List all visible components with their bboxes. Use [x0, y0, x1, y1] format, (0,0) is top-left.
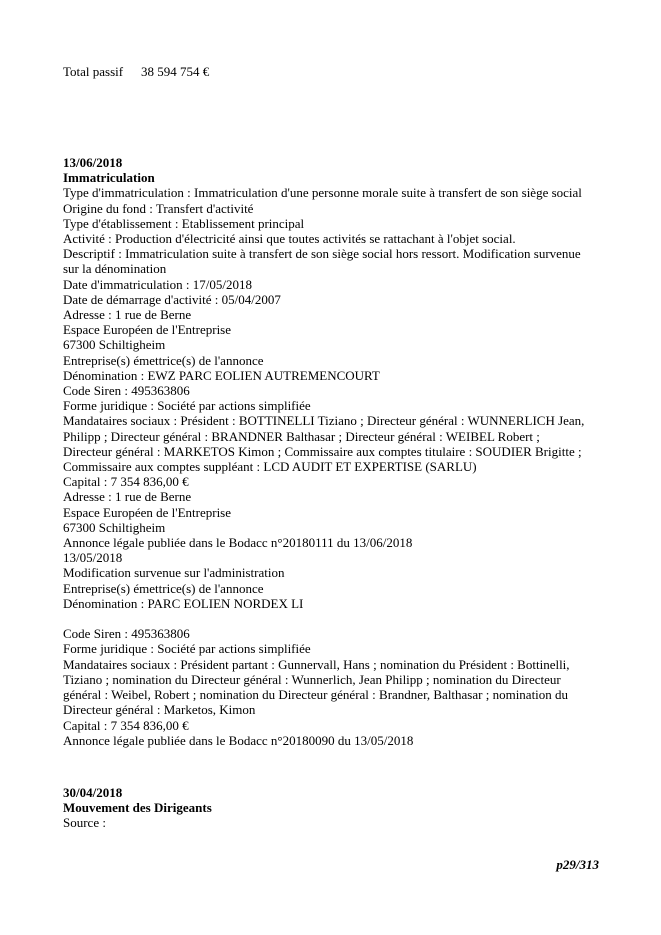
text-line: Capital : 7 354 836,00 € [63, 717, 189, 733]
text-line: Entreprise(s) émettrice(s) de l'annonce [63, 580, 264, 596]
section-immatriculation [63, 155, 608, 748]
total-passif-value: 38 594 754 € [141, 64, 210, 79]
text-line: Date de démarrage d'activité : 05/04/2007 [63, 291, 281, 307]
text-line: général : Weibel, Robert ; nomination du Directeur général : Brandner, Balthasar ; nomination du [63, 687, 569, 703]
text-line: sur la dénomination [63, 261, 167, 277]
text-line: Mandataires sociaux : Président partant : Gunnervall, Hans ; nomination du Président : Bottinelli, [63, 656, 570, 672]
text-line: Philipp ; Directeur général : BRANDNER Balthasar ; Directeur général : WEIBEL Robert ; [63, 428, 540, 444]
section2-lines [63, 815, 608, 830]
text-line: Source : [63, 815, 106, 831]
text-line: Espace Européen de l'Entreprise [63, 322, 232, 338]
text-line: Capital : 7 354 836,00 € [63, 474, 189, 490]
section2-date: 30/04/2018 [63, 785, 123, 800]
text-line: 67300 Schiltigheim [63, 519, 166, 535]
text-line: Forme juridique : Société par actions simplifiée [63, 398, 311, 414]
page-number: p29/313 [556, 857, 599, 872]
text-line: 13/05/2018 [63, 550, 123, 566]
text-line: Date d'immatriculation : 17/05/2018 [63, 276, 253, 292]
text-line: Dénomination : PARC EOLIEN NORDEX LI [63, 595, 304, 611]
text-line: Commissaire aux comptes suppléant : LCD AUDIT ET EXPERTISE (SARLU) [63, 459, 477, 475]
text-line: Mandataires sociaux : Président : BOTTINELLI Tiziano ; Directeur général : WUNNERLICH Jean, [63, 413, 585, 429]
total-passif-line [63, 64, 209, 80]
text-line: Code Siren : 495363806 [63, 383, 190, 399]
section2-title: Mouvement des Dirigeants [63, 800, 212, 816]
text-line: Espace Européen de l'Entreprise [63, 504, 232, 520]
text-line: Origine du fond : Transfert d'activité [63, 200, 254, 216]
total-passif-label: Total passif [63, 64, 124, 79]
text-line: Activité : Production d'électricité ainsi que toutes activités se rattachant à l'objet social. [63, 231, 516, 247]
text-line: Directeur général : MARKETOS Kimon ; Commissaire aux comptes titulaire : SOUDIER Brigitte ; [63, 443, 582, 459]
text-line: Code Siren : 495363806 [63, 626, 190, 642]
text-line: Forme juridique : Société par actions simplifiée [63, 641, 311, 657]
text-line: Type d'établissement : Etablissement principal [63, 215, 305, 231]
text-line: Type d'immatriculation : Immatriculation d'une personne morale suite à transfert de son siège social [63, 185, 582, 201]
text-line: Descriptif : Immatriculation suite à transfert de son siège social hors ressort. Modification survenue [63, 246, 581, 262]
text-line: Dénomination : EWZ PARC EOLIEN AUTREMENCOURT [63, 367, 380, 383]
section1-lines [63, 185, 608, 611]
text-line: Annonce légale publiée dans le Bodacc n°20180111 du 13/06/2018 [63, 535, 413, 551]
section1-title: Immatriculation [63, 170, 155, 186]
text-line: Entreprise(s) émettrice(s) de l'annonce [63, 352, 264, 368]
section1-date: 13/06/2018 [63, 155, 123, 170]
text-line: 67300 Schiltigheim [63, 337, 166, 353]
section-mouvement-dirigeants [63, 785, 608, 831]
text-line: Tiziano ; nomination du Directeur général : Wunnerlich, Jean Philipp ; nomination du Directeur [63, 671, 561, 687]
text-line: Directeur général : Marketos, Kimon [63, 702, 256, 718]
text-line: Modification survenue sur l'administration [63, 565, 285, 581]
section1-lines-after-gap [63, 626, 608, 748]
text-line: Adresse : 1 rue de Berne [63, 489, 192, 505]
text-line: Annonce légale publiée dans le Bodacc n°20180090 du 13/05/2018 [63, 732, 414, 748]
text-line: Adresse : 1 rue de Berne [63, 307, 192, 323]
